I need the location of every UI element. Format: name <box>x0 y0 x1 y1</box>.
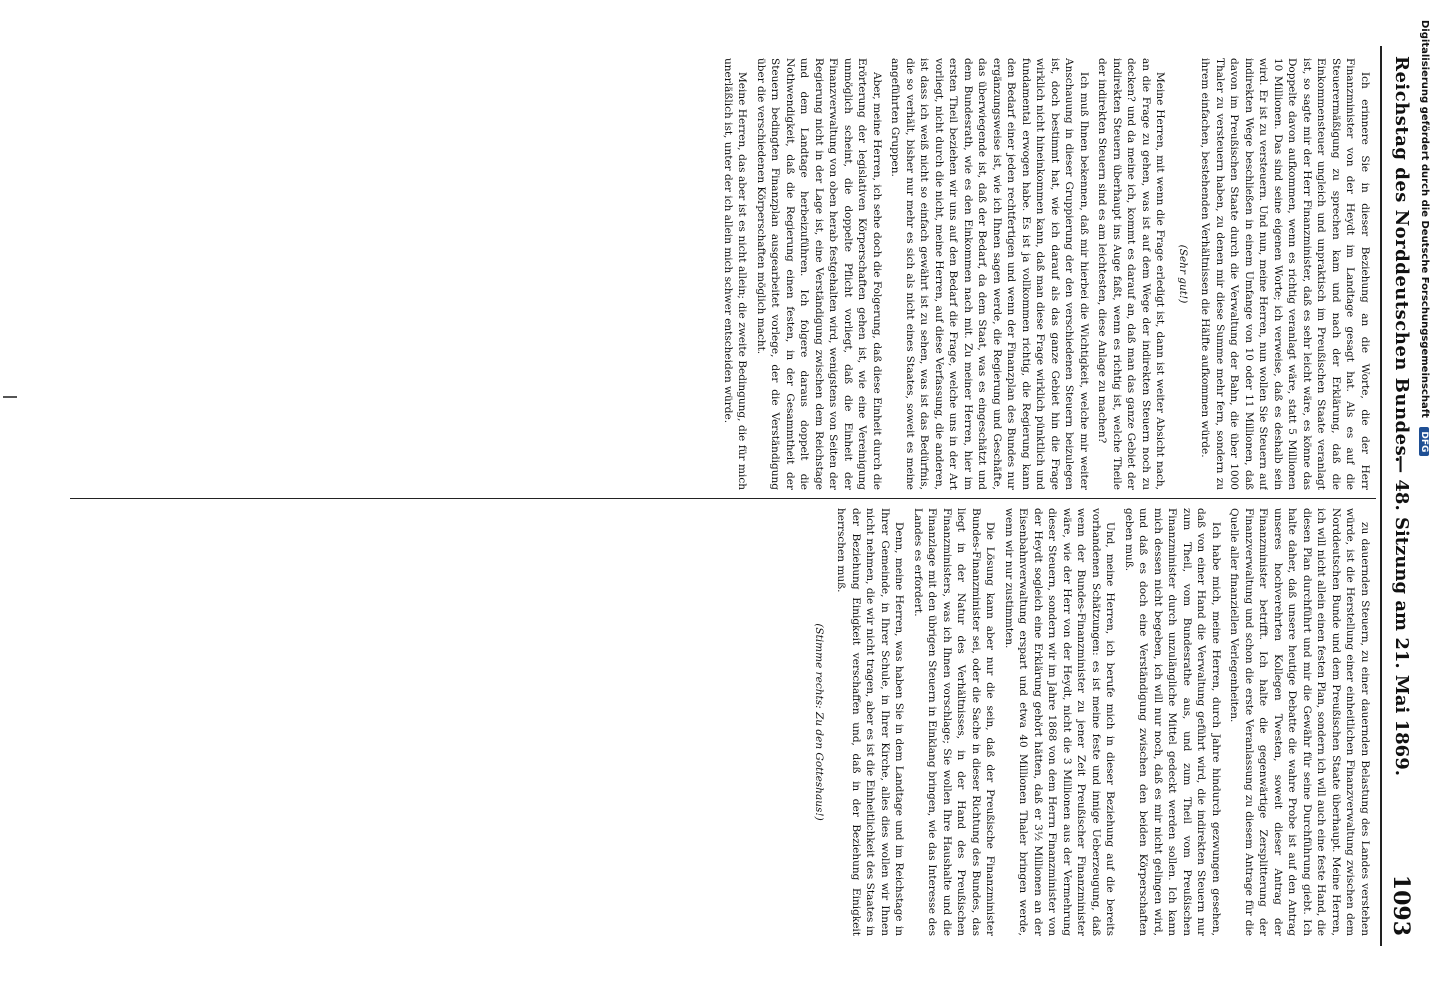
paragraph: Meine Herren, das aber ist es nicht allein; die zweite Bedingung, die für mich unerläßlich ist, unter der ich allein mich schwer entscheiden würde. <box>722 58 749 490</box>
scan-mark <box>3 396 17 398</box>
digitization-note <box>1416 20 1430 980</box>
interjection: (Sehr gut!) <box>1177 244 1189 304</box>
header-right-title: — 48. Sitzung am 21. Mai 1869. <box>1391 455 1412 776</box>
left-column <box>66 58 1372 490</box>
page-number: 1093 <box>1388 874 1414 936</box>
header-left-title: Reichstag des Norddeutschen Bundes. <box>1391 56 1412 463</box>
paragraph: Meine Herren, mit wenn die Frage erledigt ist, dann ist weiter Absicht nach, an die Frage zu gehen, was ist auf dem Wege der indirekten Steuern noch zu decken? und da meine ich, kommt es darauf an, daß man das ganze Gebiet der indirekten Steuern überhaupt ins Auge faßt, wenn es richtig ist, welche Theile der indirekten Steuern sind es am leichtesten, diese Anlage zu machen? <box>1096 58 1167 490</box>
paragraph: Ich habe mich, meine Herren, durch Jahre hindurch gezwungen gesehen, daß von einer Hand die Verwaltung geführt wird, die indirekten Steuern nur zum Theil, vom Bundesrathe aus, und zum Theil vom Preußischen Finanzminister durch unzulängliche Mittel gedeckt werden sollen. Ich kann mich dessen nicht begeben, ich will nur noch, daß es mir nicht gelingen wird, und daß es doch eine Verständigung zwischen den beiden Körperschaften geben muß. <box>1123 508 1222 936</box>
digitization-note-text: Digitalisierung gefördert durch die Deutsche Forschungsgemeinschaft <box>1419 20 1430 418</box>
page-header <box>1380 46 1416 946</box>
paragraph: Denn, meine Herren, was haben Sie in dem Landtage und im Reichstage in Ihrer Gemeinde, in Ihrer Schule, in Ihrer Kirche, alles dies wollen wir Ihnen nicht nehmen, die wir nicht tragen, aber es ist die Einheitlichkeit des Staates in der Beziehung Einigkeit verschaffen und, daß in der Beziehung Einigkeit herrschen muß. <box>835 508 906 936</box>
paragraph: Und, meine Herren, ich berufe mich in dieser Beziehung auf die bereits vorhandenen Schätzungen: es ist meine feste und innige Ueberzeugung, daß wenn der Bundes-Finanzminister zu jener Zeit Preußischer Finanzminister wäre, wie der Herr von der Heydt, nicht die 3 Millionen aus der Vermehrung dieser Steuern, sondern wir im Jahre 1868 von dem Herrn Finanzminister von der Heydt sogleich eine Erklärung gehört hätten, daß er 3½ Millionen an der Eisenbahnverwaltung erspart und etwa 40 Millionen Thaler bringen werde, wenn wir nur zustimmten. <box>1003 508 1117 936</box>
right-column <box>66 508 1372 936</box>
dfg-logo-icon: DFG <box>1419 427 1429 456</box>
paragraph: Ich muß Ihnen bekennen, daß mir hierbei die Wichtigkeit, welche mir weiter Anschauung in dieser Gruppierung der den verschiedenen Steuern beizulegen ist, doch bestimmt hat, wie ich darauf als das ganze Gebiet hin die Frage wirklich nicht hineinkommen kann, daß man diese Frage wirklich pünktlich und fundamental erwogen habe. Es ist ja vollkommen richtig, die Regierung kann den Bedarf einer jeden rechtfertigen und wenn der Finanzplan des Bundes nur ergänzungsweise ist, wie ich Ihnen sagen werde, die Regierung und Geschäfte, das überwiegende ist, daß der Bedarf, da dem Staat, was es eingeschätzt und dem Bundesrath, wie es den Einkommen nach mit. Zu meiner Herren, hier im ersten Theil beziehen wir uns auf den Bedarf die Frage, welche uns in der Art vorliegt, nicht durch die nicht, meine Herren, auf diese Verfassung, die anderen, ist dass ich weiß nicht so einfach gewährt ist zu sehen, was ist das Bedürfnis, die so verhält, bisher nur mehr es sich als nicht eines Staates, soweit es meine angeführten Gruppen. <box>889 58 1090 490</box>
column-divider <box>70 498 1376 499</box>
paragraph: Die Lösung kann aber nur die sein, daß der Preußische Finanzminister Bundes-Finanzminister sei, oder die Sache in dieser Richtung des Bundes, das liegt in der Natur des Verhältnisses, in der Hand des Preußischen Finanzministers, was ich Ihnen vorschlage; Sie wollen Ihre Haushalte und die Finanzlage mit den übrigen Steuern in Einklang bringen, wie das Interesse des Landes es erfordert. <box>912 508 997 936</box>
paragraph: Aber, meine Herren, ich sehe doch die Folgerung, daß diese Einheit durch die Erörterung der legislativen Körperschaften gehen ist, wie eine Vereinigung unmöglich scheint, die doppelte Pflicht vorliegt, daß die Einheit der Finanzverwaltung von oben herab festgehalten wird, wenigstens von Seiten der Regierung nicht in der Lage ist, eine Verständigung zwischen dem Reichstage und dem Landtage herbeizuführen. Ich folgere daraus doppelt die Nothwendigkeit, daß die Regierung einen festen, in der Gesammtheit der Steuern bedingten Finanzplan ausgearbeitet vorlege, der die Verständigung über die verschiedenen Körperschaften möglich macht. <box>755 58 883 490</box>
document-page <box>56 46 1416 946</box>
paragraph: Ich erinnere Sie in dieser Beziehung an die Worte, die der Herr Finanzminister von der Heydt im Landtage gesagt hat. Als es auf die Steuerermäßigung zu sprechen kam und nach der Erklärung, daß die Einkommensteuer ungleich und unpraktisch im Preußischen Staate veranlagt ist, so sagte mir der Herr Finanzminister, daß es sehr leicht wäre, es könne das Doppelte davon aufkommen, wenn es richtig veranlagt wäre, statt 5 Millionen 10 Millionen. Das sind seine eigenen Worte; ich verweise, daß es deshalb sein wird. Er ist zu versteuern. Und nun, meine Herren, nun wollen Sie Steuern auf indirekten Wege beschließen in einem Umfange von 10 oder 11 Millionen, daß davon im Preußischen Staate durch die Verwaltung der Bahn, die über 1000 Thaler zu versteuern haben, zu denen mir diese Summe mehr fern, sondern zu ihrem einfachen, bestehenden Verhältnissen die Hälfte aufkommen würde. <box>1199 58 1371 490</box>
paragraph: zu dauernden Steuern, zu einer dauernden Belastung des Landes verstehen würde, ist die Herstellung einer einheitlichen Finanzverwaltung zwischen dem Norddeutschen Bunde und dem Preußischen Staate überhaupt. Meine Herren, ich will nicht allein einen festen Plan, sondern ich will auch eine feste Hand, die diesen Plan durchführt und mir die Gewähr für seine Durchführung giebt. Ich halte daher, daß unsere heutige Debatte die wahre Probe ist auf den Antrag unseres hochverehrten Kollegen Twesten, soweit dieser Antrag der Finanzminister betrifft. Ich halte die gegenwärtige Zersplitterung der Finanzverwaltung und schon die erste Veranlassung zu diesem Antrage für die Quelle aller finanziellen Verlegenheiten. <box>1228 508 1371 936</box>
interjection: (Stimme rechts: Zu den Gotteshaus!) <box>813 623 825 821</box>
